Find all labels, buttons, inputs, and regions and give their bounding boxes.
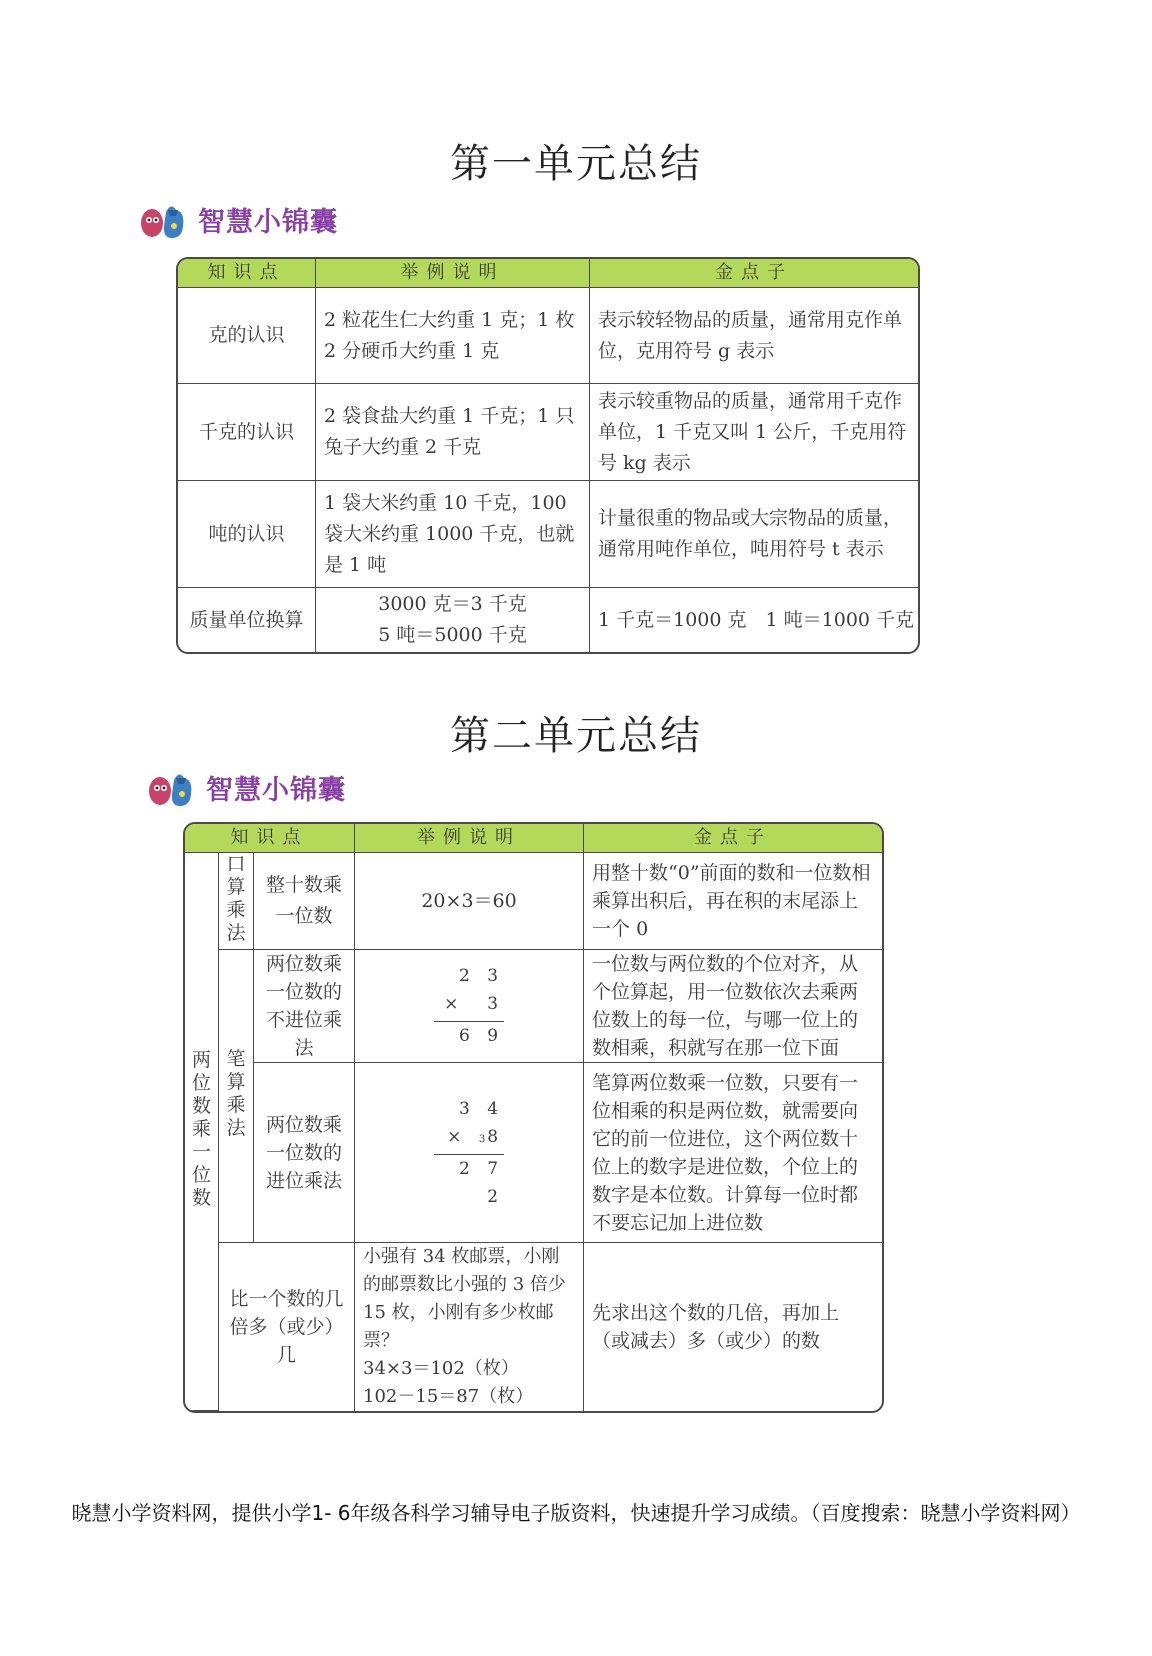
unit2-title: 第二单元总结 — [450, 713, 702, 759]
row-tip: 笔算两位数乘一位数，只要有一位相乘的积是两位数，就需要向它的前一位进位，这个两位数十位上的数字是进位数，个位上的数字是本位数。计算每一位时都不要忘记加上进位数 — [584, 1063, 882, 1243]
vertical-calculation — [434, 1095, 504, 1211]
calc-multiplier: × 38 — [434, 1123, 504, 1155]
header-tip: 金点子 — [584, 824, 882, 853]
calc-result: 2 7 2 — [458, 1158, 505, 1207]
vertical-calculation — [434, 962, 504, 1050]
calc-multiplier: × 3 — [434, 990, 504, 1022]
row-example: 20×3＝60 — [355, 853, 584, 950]
calc-result: 6 9 — [458, 1026, 505, 1046]
row-example — [316, 588, 590, 652]
row-point: 千克的认识 — [178, 384, 316, 481]
calc-top: 3 4 — [458, 1098, 505, 1119]
row-tip: 1 千克＝1000 克 1 吨＝1000 千克 — [598, 608, 915, 631]
table-row — [178, 481, 918, 588]
row-point: 吨的认识 — [178, 481, 316, 588]
word-problem-step-1: 34×3＝102（枚） — [363, 1358, 519, 1379]
header-knowledge: 知识点 — [185, 824, 355, 853]
table-header-row — [178, 259, 918, 288]
table-row — [185, 1243, 882, 1411]
unit2-brand — [146, 764, 346, 810]
table-row — [185, 1063, 882, 1243]
conversion-line-2: 5 吨＝5000 千克 — [378, 624, 527, 646]
table-row — [185, 853, 882, 950]
header-example: 举例说明 — [355, 824, 584, 853]
category-written: 笔算乘法 — [219, 950, 254, 1243]
row-point: 两位数乘一位数的不进位乘法 — [254, 950, 355, 1063]
row-example — [355, 1063, 584, 1243]
footer-text: 晓慧小学资料网，提供小学1- 6年级各科学习辅导电子版资料，快速提升学习成绩。（百度搜索：晓慧小学资料网） — [71, 1501, 1081, 1525]
row-example — [355, 1243, 584, 1411]
table-row — [178, 288, 918, 384]
table-header-row — [185, 824, 882, 853]
calc-top: 2 3 — [458, 966, 505, 986]
row-tip: 计量很重的物品或大宗物品的质量，通常用吨作单位，吨用符号 t 表示 — [590, 481, 918, 588]
main-topic: 两位数乘一位数 — [185, 853, 219, 1411]
brand-label: 智慧小锦囊 — [198, 206, 338, 238]
row-point: 质量单位换算 — [178, 588, 316, 652]
row-point: 比一个数的几倍多（或少）几 — [219, 1243, 355, 1411]
header-tip: 金点子 — [590, 259, 918, 288]
mascot-icon — [146, 764, 196, 810]
table-row — [178, 384, 918, 481]
row-tip: 表示较重物品的质量，通常用千克作单位，1 千克又叫 1 公斤，千克用符号 kg 表示 — [590, 384, 918, 481]
unit1-table — [176, 257, 920, 654]
row-example: 2 粒花生仁大约重 1 克；1 枚 2 分硬币大约重 1 克 — [316, 288, 590, 384]
row-tip: 先求出这个数的几倍，再加上（或减去）多（或少）的数 — [592, 1302, 840, 1352]
word-problem-step-2: 102－15＝87（枚） — [363, 1386, 534, 1407]
unit1-brand — [138, 196, 338, 242]
row-point: 两位数乘一位数的进位乘法 — [254, 1063, 355, 1243]
table-row — [178, 588, 918, 652]
row-tip: 用整十数“0”前面的数和一位数相乘算出积后，再在积的末尾添上一个 0 — [584, 853, 882, 950]
mascot-icon — [138, 196, 188, 242]
row-point: 克的认识 — [178, 288, 316, 384]
table-row — [185, 950, 882, 1063]
unit1-title: 第一单元总结 — [450, 141, 702, 187]
row-point: 整十数乘一位数 — [254, 853, 355, 950]
header-example: 举例说明 — [316, 259, 590, 288]
row-example: 2 袋食盐大约重 1 千克；1 只兔子大约重 2 千克 — [316, 384, 590, 481]
unit2-table — [183, 822, 884, 1413]
conversion-line-1: 3000 克＝3 千克 — [378, 593, 527, 615]
row-example — [355, 950, 584, 1063]
category-oral: 口算乘法 — [219, 853, 254, 950]
row-tip: 一位数与两位数的个位对齐，从个位算起，用一位数依次去乘两位数上的每一位，与哪一位上的数相乘，积就写在那一位下面 — [584, 950, 882, 1063]
header-knowledge: 知识点 — [178, 259, 316, 288]
row-example: 1 袋大米约重 10 千克，100 袋大米约重 1000 千克，也就是 1 吨 — [316, 481, 590, 588]
brand-label: 智慧小锦囊 — [206, 774, 346, 806]
row-tip: 表示较轻物品的质量，通常用克作单位，克用符号 g 表示 — [590, 288, 918, 384]
word-problem-text: 小强有 34 枚邮票，小刚的邮票数比小强的 3 倍少 15 枚，小刚有多少枚邮票？ — [363, 1246, 566, 1351]
